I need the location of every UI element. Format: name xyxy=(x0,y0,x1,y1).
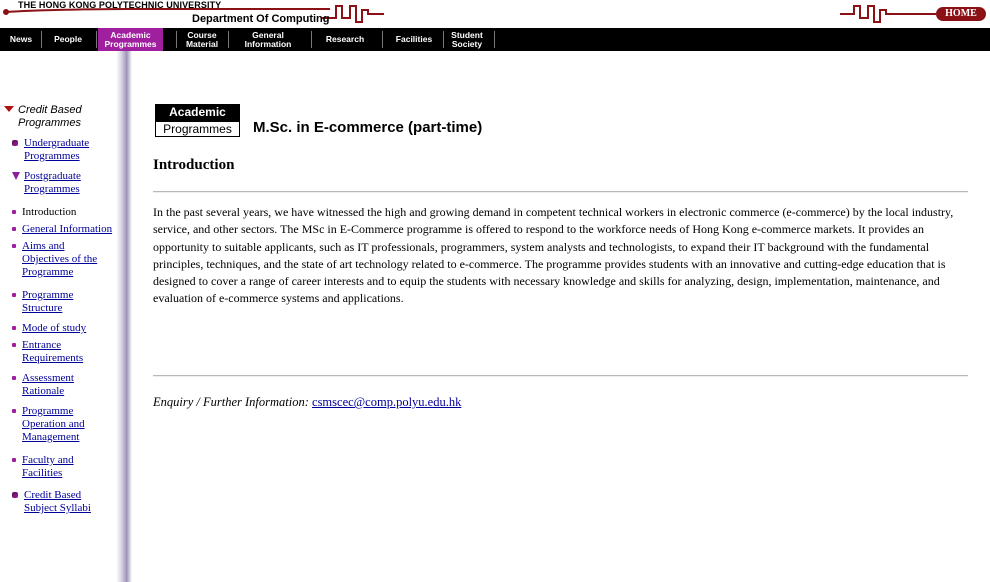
programme-operation-link[interactable]: Programme Operation and Management xyxy=(22,405,85,443)
assessment-rationale-link[interactable]: Assessment Rationale xyxy=(22,372,74,397)
nav-divider xyxy=(96,31,97,48)
nav-course-material[interactable]: Course Material xyxy=(185,29,219,49)
faculty-facilities-link[interactable]: Faculty and Facilities xyxy=(22,454,74,479)
nav-academic-programmes[interactable]: Academic Programmes xyxy=(98,28,163,51)
academic-programmes-badge xyxy=(155,104,240,137)
nav-divider xyxy=(494,31,495,48)
general-information-link[interactable]: General Information xyxy=(22,223,113,235)
nav-news[interactable]: News xyxy=(9,34,33,44)
expanded-triangle-icon xyxy=(12,172,20,180)
divider xyxy=(153,375,968,377)
sidebar-item-programme-structure[interactable] xyxy=(22,289,112,315)
header-banner xyxy=(0,0,990,28)
bullet-icon xyxy=(12,492,18,498)
home-button[interactable]: HOME xyxy=(936,7,986,21)
nav-divider xyxy=(228,31,229,48)
badge-top-label: Academic xyxy=(155,104,240,121)
page-title: M.Sc. in E-commerce (part-time) xyxy=(253,119,483,136)
undergraduate-link[interactable]: Undergraduate Programmes xyxy=(24,137,90,162)
nav-general-information[interactable]: General Information xyxy=(244,29,292,49)
department-name: Department Of Computing xyxy=(192,13,330,25)
sidebar-item-general-information[interactable] xyxy=(22,223,127,236)
introduction-paragraph: In the past several years, we have witnessed the high and growing demand in competent technical workers in electronic commerce (e-commerce) by the local industry, service, and other sectors. The MSc in E-Commerce programme is offered to respond to the workforce needs of Hong Kong e-commerce markets. It provides an opportunity to suitable applicants, such as IT professionals, programmers, system analysts and technologists, to expand their IT background with the fundamental principles, techniques, and the state of art technology related to e-commerce. The programme provides students with an innovative and cutting-edge education that is designed to cover a range of career interests and to equip the students with necessary knowledge and skills for analyzing, design, implementation, maintenance, and evaluation of e-commerce systems and applications. xyxy=(153,205,954,306)
sidebar-item-undergraduate[interactable] xyxy=(24,137,114,163)
subject-syllabi-link[interactable]: Credit Based Subject Syllabi xyxy=(24,489,91,514)
university-name: THE HONG KONG POLYTECHNIC UNIVERSITY xyxy=(18,0,222,10)
nav-divider xyxy=(443,31,444,48)
sidebar-item-entrance-requirements[interactable] xyxy=(22,339,112,365)
sidebar-item-assessment-rationale[interactable] xyxy=(22,372,112,398)
enquiry-label: Enquiry / Further Information: xyxy=(153,395,309,409)
sidebar-item-postgraduate[interactable] xyxy=(24,170,114,196)
bullet-icon xyxy=(12,244,16,248)
nav-people[interactable]: People xyxy=(54,34,82,44)
sidebar-item-aims[interactable] xyxy=(22,240,112,279)
bullet-icon xyxy=(12,210,16,214)
bullet-icon xyxy=(12,326,16,330)
nav-facilities[interactable]: Facilities xyxy=(395,34,433,44)
sidebar-item-introduction: Introduction xyxy=(22,206,77,218)
sidebar-item-faculty-facilities[interactable] xyxy=(22,454,102,480)
bullet-icon xyxy=(12,227,16,231)
sidebar-heading: Credit Based Programmes xyxy=(18,104,82,129)
mode-of-study-link[interactable]: Mode of study xyxy=(22,322,87,334)
nav-student-society[interactable]: Student Society xyxy=(451,29,483,49)
bullet-icon xyxy=(12,140,18,146)
aims-link[interactable]: Aims and Objectives of the Programme xyxy=(22,240,98,278)
sidebar-item-subject-syllabi[interactable] xyxy=(24,489,114,515)
postgraduate-link[interactable]: Postgraduate Programmes xyxy=(24,170,81,195)
enquiry-line xyxy=(153,395,461,410)
nav-divider xyxy=(311,31,312,48)
section-heading: Introduction xyxy=(153,157,235,173)
nav-divider xyxy=(41,31,42,48)
top-nav xyxy=(0,28,990,51)
programme-structure-link[interactable]: Programme Structure xyxy=(22,289,74,314)
sidebar-item-mode-of-study[interactable] xyxy=(22,322,122,335)
bullet-icon xyxy=(12,343,16,347)
sidebar-item-programme-operation[interactable] xyxy=(22,405,112,444)
divider xyxy=(153,191,968,193)
expanded-triangle-icon xyxy=(4,106,14,112)
badge-bottom-label: Programmes xyxy=(155,121,240,137)
nav-divider xyxy=(382,31,383,48)
bullet-icon xyxy=(12,409,16,413)
enquiry-email-link[interactable]: csmscec@comp.polyu.edu.hk xyxy=(312,395,462,409)
bullet-icon xyxy=(12,376,16,380)
nav-research[interactable]: Research xyxy=(325,34,365,44)
entrance-requirements-link[interactable]: Entrance Requirements xyxy=(22,339,84,364)
bullet-icon xyxy=(12,458,16,462)
bullet-icon xyxy=(12,293,16,297)
